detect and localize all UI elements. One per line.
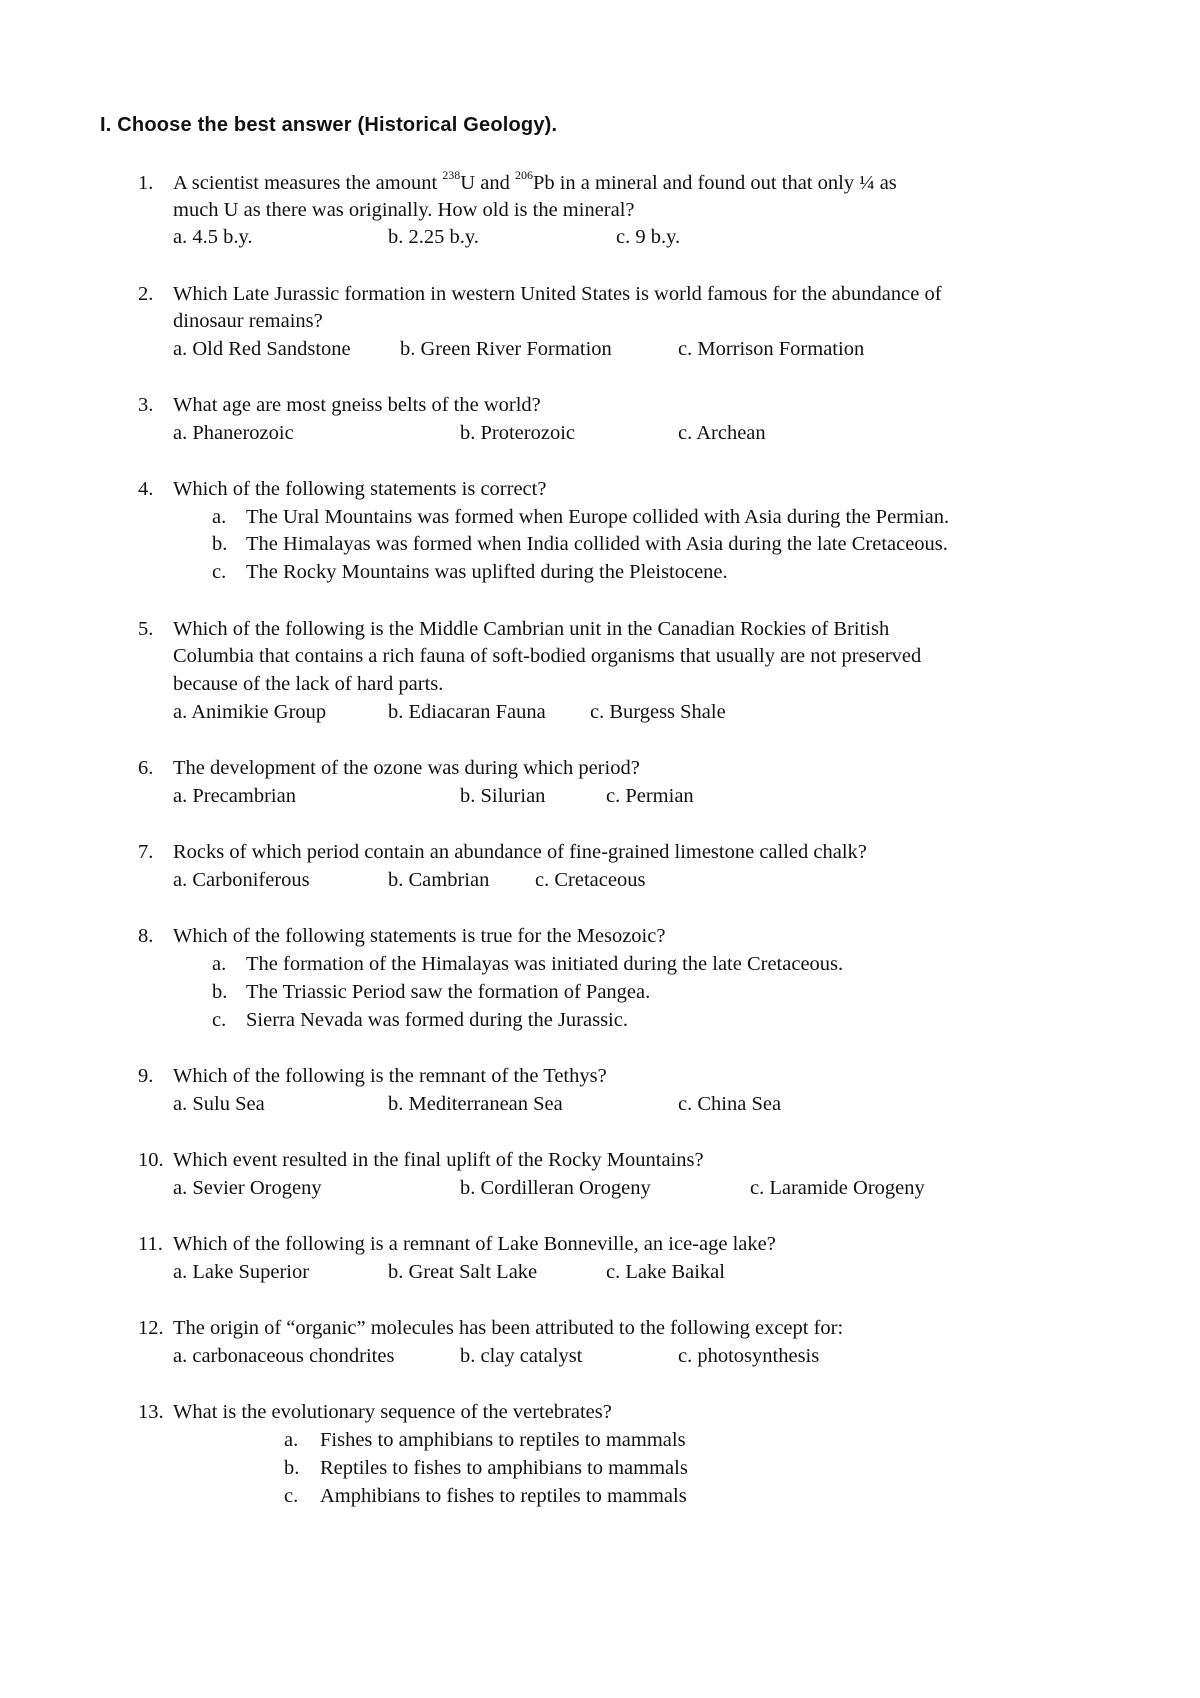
option-a: a. Animikie Group [173, 701, 327, 723]
option-b-label: b. [212, 533, 228, 555]
option-c: c. Morrison Formation [678, 338, 865, 360]
option-a: The formation of the Himalayas was initiated during the late Cretaceous. [246, 953, 844, 975]
option-b: b. Green River Formation [400, 338, 612, 360]
option-b-label: b. [212, 981, 228, 1003]
question-number: 11. [138, 1233, 163, 1255]
option-b-label: b. [284, 1457, 300, 1479]
question-number: 13. [138, 1401, 164, 1423]
question-text: Which of the following statements is true for the Mesozoic? [173, 925, 666, 947]
option-a: a. Lake Superior [173, 1261, 310, 1283]
option-b: b. Ediacaran Fauna [388, 701, 546, 723]
option-c: c. photosynthesis [678, 1345, 820, 1367]
question-text: Which of the following is the Middle Cambrian unit in the Canadian Rockies of British [173, 618, 890, 640]
question-text: What is the evolutionary sequence of the vertebrates? [173, 1401, 612, 1423]
question-text: The development of the ozone was during which period? [173, 757, 640, 779]
option-a: a. carbonaceous chondrites [173, 1345, 395, 1367]
option-c-label: c. [284, 1485, 299, 1507]
question-text: Which Late Jurassic formation in western United States is world famous for the abundance of [173, 283, 942, 305]
question-text: Which of the following statements is correct? [173, 478, 547, 500]
option-b: b. Cordilleran Orogeny [460, 1177, 651, 1199]
option-b: b. Cambrian [388, 869, 490, 891]
option-a: a. Sevier Orogeny [173, 1177, 322, 1199]
option-c-label: c. [212, 561, 227, 583]
question-text: Rocks of which period contain an abundance of fine-grained limestone called chalk? [173, 841, 867, 863]
question-text: much U as there was originally. How old is the mineral? [173, 199, 635, 221]
option-a: a. Old Red Sandstone [173, 338, 351, 360]
option-b: b. Great Salt Lake [388, 1261, 538, 1283]
option-c: c. Archean [678, 422, 766, 444]
question-text: The origin of “organic” molecules has been attributed to the following except for: [173, 1317, 844, 1339]
option-a: a. Sulu Sea [173, 1093, 265, 1115]
option-a: Fishes to amphibians to reptiles to mammals [320, 1429, 686, 1451]
option-a-label: a. [284, 1429, 299, 1451]
option-b: b. clay catalyst [460, 1345, 583, 1367]
option-b: b. Proterozoic [460, 422, 575, 444]
option-a: a. Precambrian [173, 785, 296, 807]
question-number: 9. [138, 1065, 154, 1087]
option-c: c. Laramide Orogeny [750, 1177, 925, 1199]
isotope-superscript: 206 [514, 168, 533, 183]
question-text: dinosaur remains? [173, 310, 323, 332]
question-number: 7. [138, 841, 154, 863]
question-text: because of the lack of hard parts. [173, 673, 444, 695]
question-number: 1. [138, 172, 154, 194]
question-text: Which of the following is a remnant of Lake Bonneville, an ice-age lake? [173, 1233, 776, 1255]
option-a: a. Carboniferous [173, 869, 310, 891]
option-c: c. Cretaceous [535, 869, 646, 891]
option-a-label: a. [212, 953, 227, 975]
option-c: c. Permian [606, 785, 694, 807]
option-a: The Ural Mountains was formed when Europe collided with Asia during the Permian. [246, 506, 950, 528]
option-a-label: a. [212, 506, 227, 528]
question-number: 6. [138, 757, 154, 779]
option-b: b. Silurian [460, 785, 546, 807]
section-heading: I. Choose the best answer (Historical Geology). [100, 114, 558, 136]
option-b: b. Mediterranean Sea [388, 1093, 563, 1115]
option-c: c. Burgess Shale [590, 701, 726, 723]
question-text: A scientist measures the amount $^{238}$U and $^{206}$Pb in a mineral and found out that only ¼ as [173, 168, 897, 194]
option-c: Sierra Nevada was formed during the Jurassic. [246, 1009, 628, 1031]
question-number: 10. [138, 1149, 164, 1171]
question-number: 2. [138, 283, 154, 305]
option-c: c. 9 b.y. [616, 226, 681, 248]
option-b: The Triassic Period saw the formation of Pangea. [246, 981, 651, 1003]
question-number: 4. [138, 478, 154, 500]
option-b: b. 2.25 b.y. [388, 226, 479, 248]
isotope-superscript: 238 [442, 168, 461, 183]
option-c: c. Lake Baikal [606, 1261, 725, 1283]
option-c: Amphibians to fishes to reptiles to mammals [320, 1485, 687, 1507]
question-number: 5. [138, 618, 154, 640]
question-text: What age are most gneiss belts of the world? [173, 394, 541, 416]
question-text: Columbia that contains a rich fauna of soft-bodied organisms that usually are not preserved [173, 645, 922, 667]
question-text: Which event resulted in the final uplift of the Rocky Mountains? [173, 1149, 704, 1171]
question-number: 8. [138, 925, 154, 947]
question-number: 12. [138, 1317, 164, 1339]
option-c: c. China Sea [678, 1093, 782, 1115]
option-c: The Rocky Mountains was uplifted during the Pleistocene. [246, 561, 728, 583]
option-a: a. Phanerozoic [173, 422, 294, 444]
option-c-label: c. [212, 1009, 227, 1031]
option-b: Reptiles to fishes to amphibians to mammals [320, 1457, 688, 1479]
option-a: a. 4.5 b.y. [173, 226, 253, 248]
question-text: Which of the following is the remnant of the Tethys? [173, 1065, 607, 1087]
question-number: 3. [138, 394, 154, 416]
option-b: The Himalayas was formed when India collided with Asia during the late Cretaceous. [246, 533, 948, 555]
